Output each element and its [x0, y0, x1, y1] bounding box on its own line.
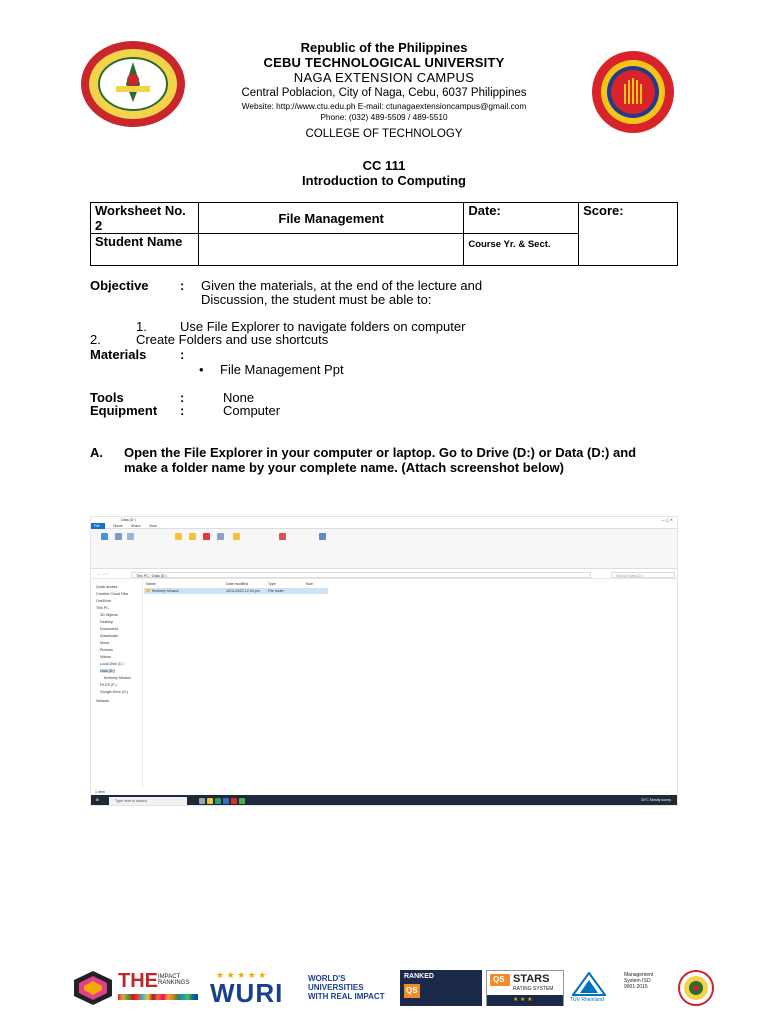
qs-ranked-logo [400, 970, 482, 1006]
system-tray-weather: 34°C Mostly sunny [641, 798, 671, 802]
objective-item1-number: 1. [136, 319, 147, 334]
pin-icon [101, 533, 108, 540]
phone-line: Phone: (032) 489-5509 / 489-5510 [320, 112, 448, 122]
properties-icon [279, 533, 286, 540]
nav-files-f: FILES (F:) [100, 683, 117, 687]
campus-name: NAGA EXTENSION CAMPUS [293, 70, 475, 85]
equipment-colon: : [180, 403, 185, 418]
worksheet-number: Worksheet No. 2 [91, 203, 199, 234]
nav-kimberly-folder: Kimberly Mirasol [104, 676, 131, 680]
nav-this-pc: This PC [96, 606, 109, 610]
hexagon-emblem-logo [72, 970, 114, 1006]
search-placeholder: Search Data (D:) [616, 574, 643, 578]
footer-logos [0, 970, 768, 1010]
tab-view: View [149, 524, 157, 528]
nav-creative-cloud: Creative Cloud Files [96, 592, 129, 596]
wuri-text1: WORLD'S [308, 974, 346, 983]
course-title: Introduction to Computing [302, 173, 466, 188]
qs-ranked-mark: QS [406, 986, 418, 995]
materials-item: File Management Ppt [220, 362, 344, 377]
move-to-icon [175, 533, 182, 540]
taskbar-search [109, 797, 187, 805]
tuv-iso-logo [568, 970, 666, 1006]
stars-title: STARS [513, 973, 550, 985]
wuri-text2: UNIVERSITIES [308, 983, 364, 992]
youtube-icon [231, 798, 237, 804]
explorer-file-list [144, 579, 678, 789]
new-folder-icon [233, 533, 240, 540]
window-controls-icon: — ▢ ✕ [661, 518, 673, 522]
course-code: CC 111 [362, 158, 406, 173]
nav-network: Network [96, 699, 110, 703]
address-path: This PC › Data (D:) [136, 574, 167, 578]
letterhead [180, 40, 588, 123]
student-name-field[interactable] [198, 234, 463, 266]
search-box[interactable] [611, 572, 675, 578]
nav-data-d: Data (D:) [100, 669, 115, 673]
stars-sub: RATING SYSTEM [513, 986, 554, 992]
explorer-window-title: Data (D:) [121, 518, 136, 522]
task-view-icon [199, 798, 205, 804]
course-year-section-field[interactable]: Course Yr. & Sect. [464, 234, 579, 266]
tuv-triangle-icon [572, 972, 606, 996]
file-explorer-screenshot [90, 516, 678, 806]
explorer-nav-pane [91, 579, 143, 789]
college-name: COLLEGE OF TECHNOLOGY [305, 128, 463, 140]
objective-colon: : [180, 278, 185, 293]
worksheet-topic: File Management [198, 203, 463, 234]
ctu-seal-logo [80, 40, 186, 128]
qs-stars-icon: ★ ★ ★ [513, 997, 533, 1003]
windows-taskbar [91, 795, 677, 806]
objective-text-line2: Discussion, the student must be able to: [201, 292, 432, 307]
student-name-label: Student Name [91, 234, 199, 266]
delete-icon [203, 533, 210, 540]
tools-value: None [223, 390, 255, 405]
file-row [144, 588, 328, 594]
nav-google-drive: Google Drive (G:) [100, 690, 129, 694]
objective-text-line1: Given the materials, at the end of the lecture and [201, 278, 483, 293]
nav-videos: Videos [100, 655, 111, 659]
folder-icon [146, 589, 150, 592]
equipment-value: Computer [223, 403, 281, 418]
university-badge-logo [672, 970, 720, 1006]
objective-item2: Create Folders and use shortcuts [136, 332, 329, 347]
tab-share: Share [131, 524, 141, 528]
edge-icon [215, 798, 221, 804]
tools-colon: : [180, 390, 185, 405]
objective-label: Objective [90, 278, 149, 293]
objective-item2-number: 2. [90, 332, 101, 347]
copy-icon [115, 533, 122, 540]
the-sub: IMPACT RANKINGS [158, 974, 190, 986]
explorer-ribbon [91, 529, 677, 569]
wuri-logo [202, 970, 396, 1006]
wuri-stars-icon: ★ ★ ★ ★ ★ [216, 970, 267, 980]
wuri-wordmark: WURI [210, 978, 284, 1008]
country-line: Republic of the Philippines [300, 40, 468, 55]
materials-colon: : [180, 347, 185, 362]
tab-home: Home [113, 524, 123, 528]
objective-item1: Use File Explorer to navigate folders on computer [180, 319, 466, 334]
qs-stars-mark: QS [493, 975, 505, 984]
status-text: 1 item [95, 790, 105, 794]
task-a-line2: make a folder name by your complete name. (Attach screenshot below) [124, 460, 564, 475]
score-field[interactable]: Score: [579, 203, 678, 266]
col-date: Date modified [226, 582, 249, 586]
equipment-label: Equipment [90, 403, 158, 418]
explorer-address-bar [91, 570, 677, 579]
sdg-color-bar [118, 994, 198, 1000]
file-row-date: 10/11/2022 12:44 pm [226, 589, 260, 593]
tools-label: Tools [90, 390, 124, 405]
nav-arrows-icon: ← → ↑ [97, 572, 108, 576]
nav-downloads: Downloads [100, 634, 118, 638]
the-impact-rankings-logo [116, 970, 200, 1006]
asean-logo [591, 50, 675, 134]
materials-label: Materials [90, 347, 147, 362]
ranked-label: RANKED [404, 973, 434, 980]
rename-icon [217, 533, 224, 540]
taskbar-search-text: Type here to search [115, 799, 147, 803]
tab-file: File [94, 524, 100, 528]
the-label: THE [118, 970, 158, 992]
chrome-icon [239, 798, 245, 804]
materials-bullet: • [199, 362, 204, 377]
nav-local-disk: Local Disk (C:) [100, 662, 124, 666]
worksheet-info-table [90, 202, 678, 266]
file-row-type: File folder [268, 589, 284, 593]
contact-line: Website: http://www.ctu.edu.ph E-mail: ctunagaextensioncampus@gmail.com [241, 101, 527, 111]
nav-quick-access: Quick access [96, 585, 118, 589]
address-line: Central Poblacion, City of Naga, Cebu, 6037 Philippines [241, 87, 527, 99]
col-type: Type [268, 582, 276, 586]
tuv-text: TÜV Rheinland [570, 997, 604, 1003]
nav-3d-objects: 3D Objects [100, 613, 118, 617]
nav-pictures: Pictures [100, 648, 113, 652]
university-name: CEBU TECHNOLOGICAL UNIVERSITY [263, 55, 505, 70]
file-row-name: Kimberly Mirasol [152, 589, 179, 593]
copy-to-icon [189, 533, 196, 540]
date-field[interactable]: Date: [464, 203, 579, 234]
file-explorer-taskbar-icon [207, 798, 213, 804]
iso-text: Management System ISO 9001:2015 [624, 972, 654, 990]
nav-desktop: Desktop [100, 620, 114, 624]
wuri-text3: WITH REAL IMPACT [308, 992, 385, 1001]
col-size: Size [306, 582, 313, 586]
facebook-icon [223, 798, 229, 804]
task-a-letter: A. [90, 445, 103, 460]
paste-icon [127, 533, 134, 540]
windows-start-icon: ⊞ [96, 798, 100, 802]
select-all-icon [319, 533, 326, 540]
nav-onedrive: OneDrive [96, 599, 112, 603]
task-a-line1: Open the File Explorer in your computer or laptop. Go to Drive (D:) or Data (D:) and [124, 445, 637, 460]
nav-music: Music [100, 641, 110, 645]
nav-documents: Documents [100, 627, 119, 631]
address-box[interactable] [131, 572, 591, 578]
col-name: Name [146, 582, 156, 586]
qs-stars-logo [486, 970, 564, 1006]
